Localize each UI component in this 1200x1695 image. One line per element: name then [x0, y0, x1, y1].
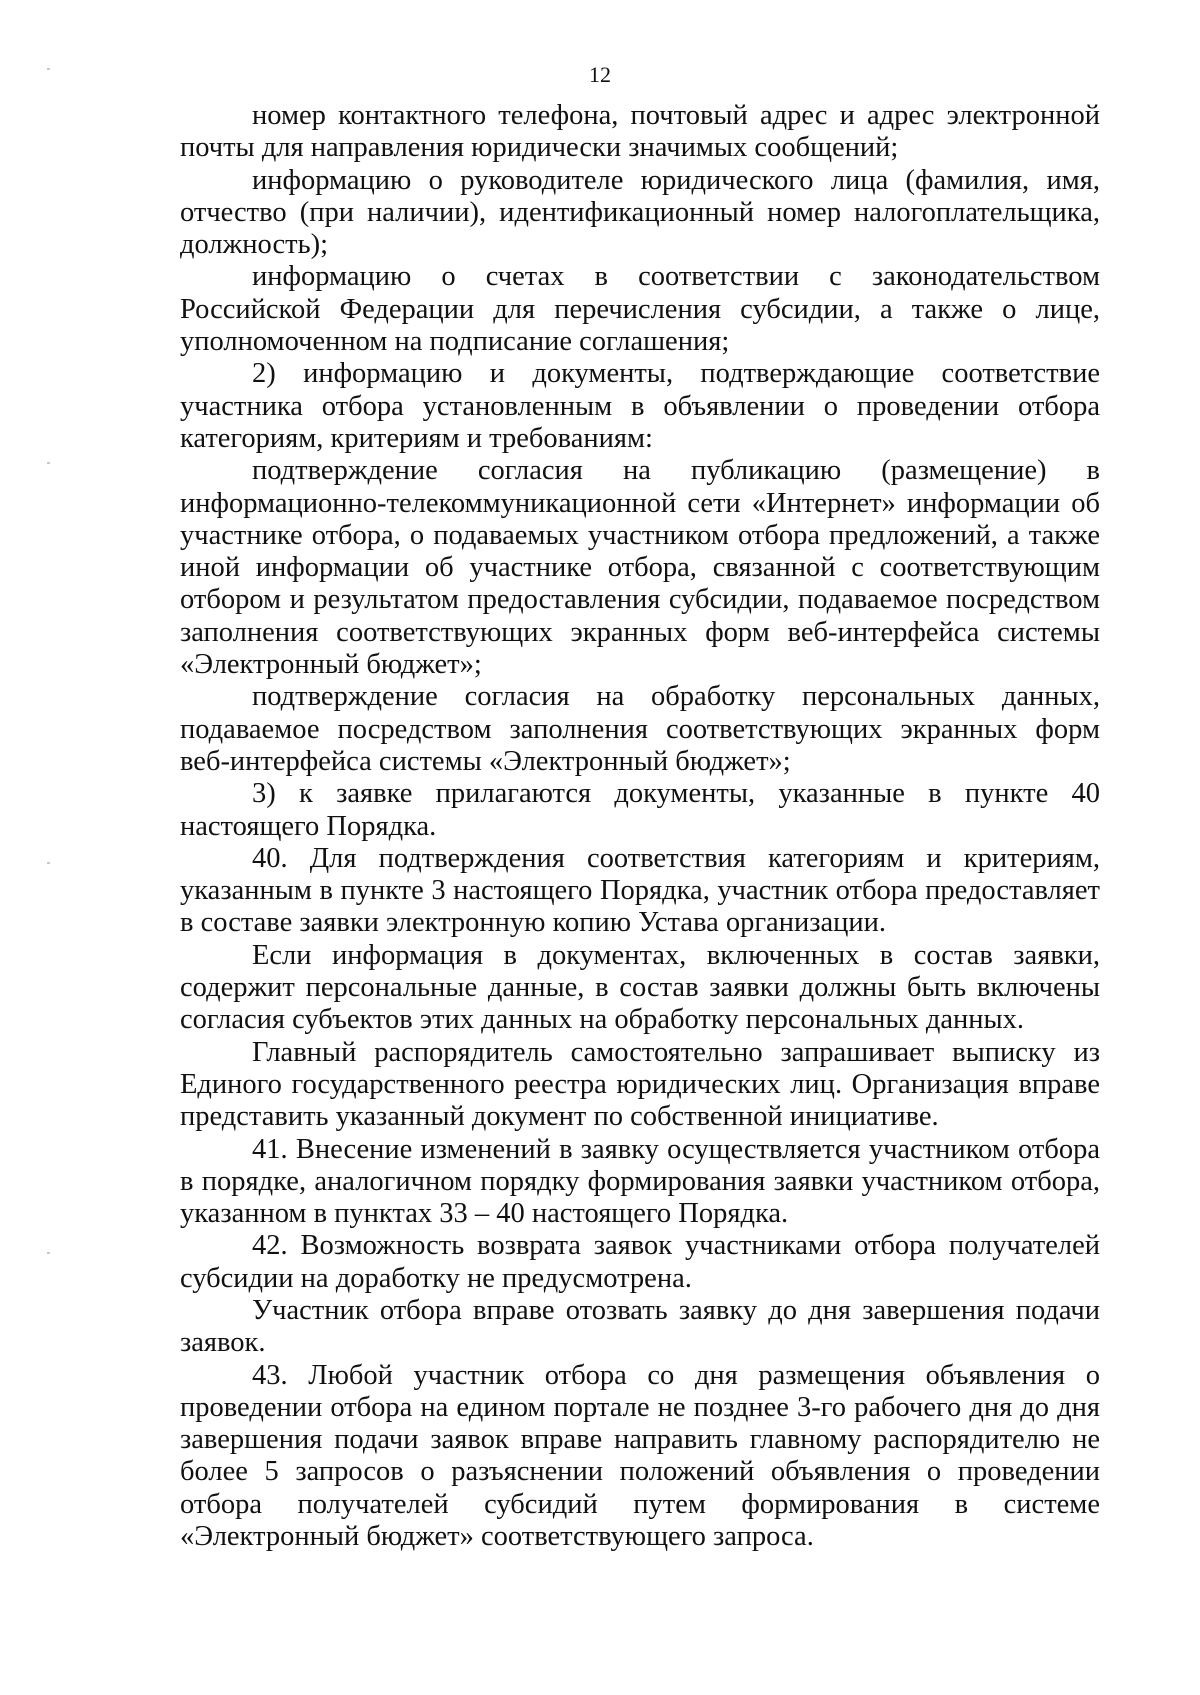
paragraph-personal-data-consent: подтверждение согласия на обработку персональных данных, подаваемое посредством заполнения соответствующих экранных форм веб-интерфейса системы «Электронный бюджет»;: [180, 681, 1100, 777]
paragraph-item-3: 3) к заявке прилагаются документы, указанные в пункте 40 настоящего Порядка.: [180, 778, 1100, 842]
scan-margin-mark: [47, 862, 50, 864]
paragraph-clause-43: 43. Любой участник отбора со дня размещения объявления о проведении отбора на едином портале не позднее 3-го рабочего дня до дня завершения подачи заявок вправе направить главному распорядителю не более 5 запросов о разъяснении положений объявления о проведении отбора получателей субсидий путем формирования в системе «Электронный бюджет» соответствующего запроса.: [180, 1359, 1100, 1553]
paragraph-withdraw: Участник отбора вправе отозвать заявку до дня завершения подачи заявок.: [180, 1294, 1100, 1359]
scan-margin-mark: [47, 1252, 50, 1254]
paragraph-publication-consent: подтверждение согласия на публикацию (размещение) в информационно-телекоммуникационной сети «Интернет» информации об участнике отбора, о подаваемых участником отбора предложений, а также иной информации об участнике отбора, связанной с соответствующим отбором и результатом предоставления субсидии, подаваемое посредством заполнения соответствующих экранных форм веб-интерфейса системы «Электронный бюджет»;: [180, 455, 1100, 681]
paragraph-clause-40: 40. Для подтверждения соответствия категориям и критериям, указанным в пункте 3 настоящего Порядка, участник отбора предоставляет в составе заявки электронную копию Устава организации.: [180, 842, 1100, 939]
paragraph-accounts-info: информацию о счетах в соответствии с законодательством Российской Федерации для перечисления субсидии, а также о лице, уполномоченном на подписание соглашения;: [180, 261, 1100, 358]
paragraph-personal-data-note: Если информация в документах, включенных в состав заявки, содержит персональные данные, в состав заявки должны быть включены согласия субъектов этих данных на обработку персональных данных.: [180, 939, 1100, 1036]
paragraph-clause-41: 41. Внесение изменений в заявку осуществляется участником отбора в порядке, аналогичном порядку формирования заявки участником отбора, указанном в пунктах 33 – 40 настоящего Порядка.: [180, 1133, 1100, 1230]
paragraph-item-2: 2) информацию и документы, подтверждающие соответствие участника отбора установленным в объявлении о проведении отбора категориям, критериям и требованиям:: [180, 358, 1100, 454]
scan-margin-mark: [47, 462, 50, 464]
page-number: 12: [589, 62, 611, 87]
paragraph-registry-extract: Главный распорядитель самостоятельно запрашивает выписку из Единого государственного реестра юридических лиц. Организация вправе представить указанный документ по собственной инициативе.: [180, 1036, 1100, 1133]
paragraph-contact-info: номер контактного телефона, почтовый адрес и адрес электронной почты для направления юридически значимых сообщений;: [180, 100, 1100, 164]
paragraph-manager-info: информацию о руководителе юридического лица (фамилия, имя, отчество (при наличии), идентификационный номер налогоплательщика, должность);: [180, 164, 1100, 261]
paragraph-clause-42: 42. Возможность возврата заявок участниками отбора получателей субсидии на доработку не предусмотрена.: [180, 1230, 1100, 1294]
document-body: [180, 100, 1100, 1553]
